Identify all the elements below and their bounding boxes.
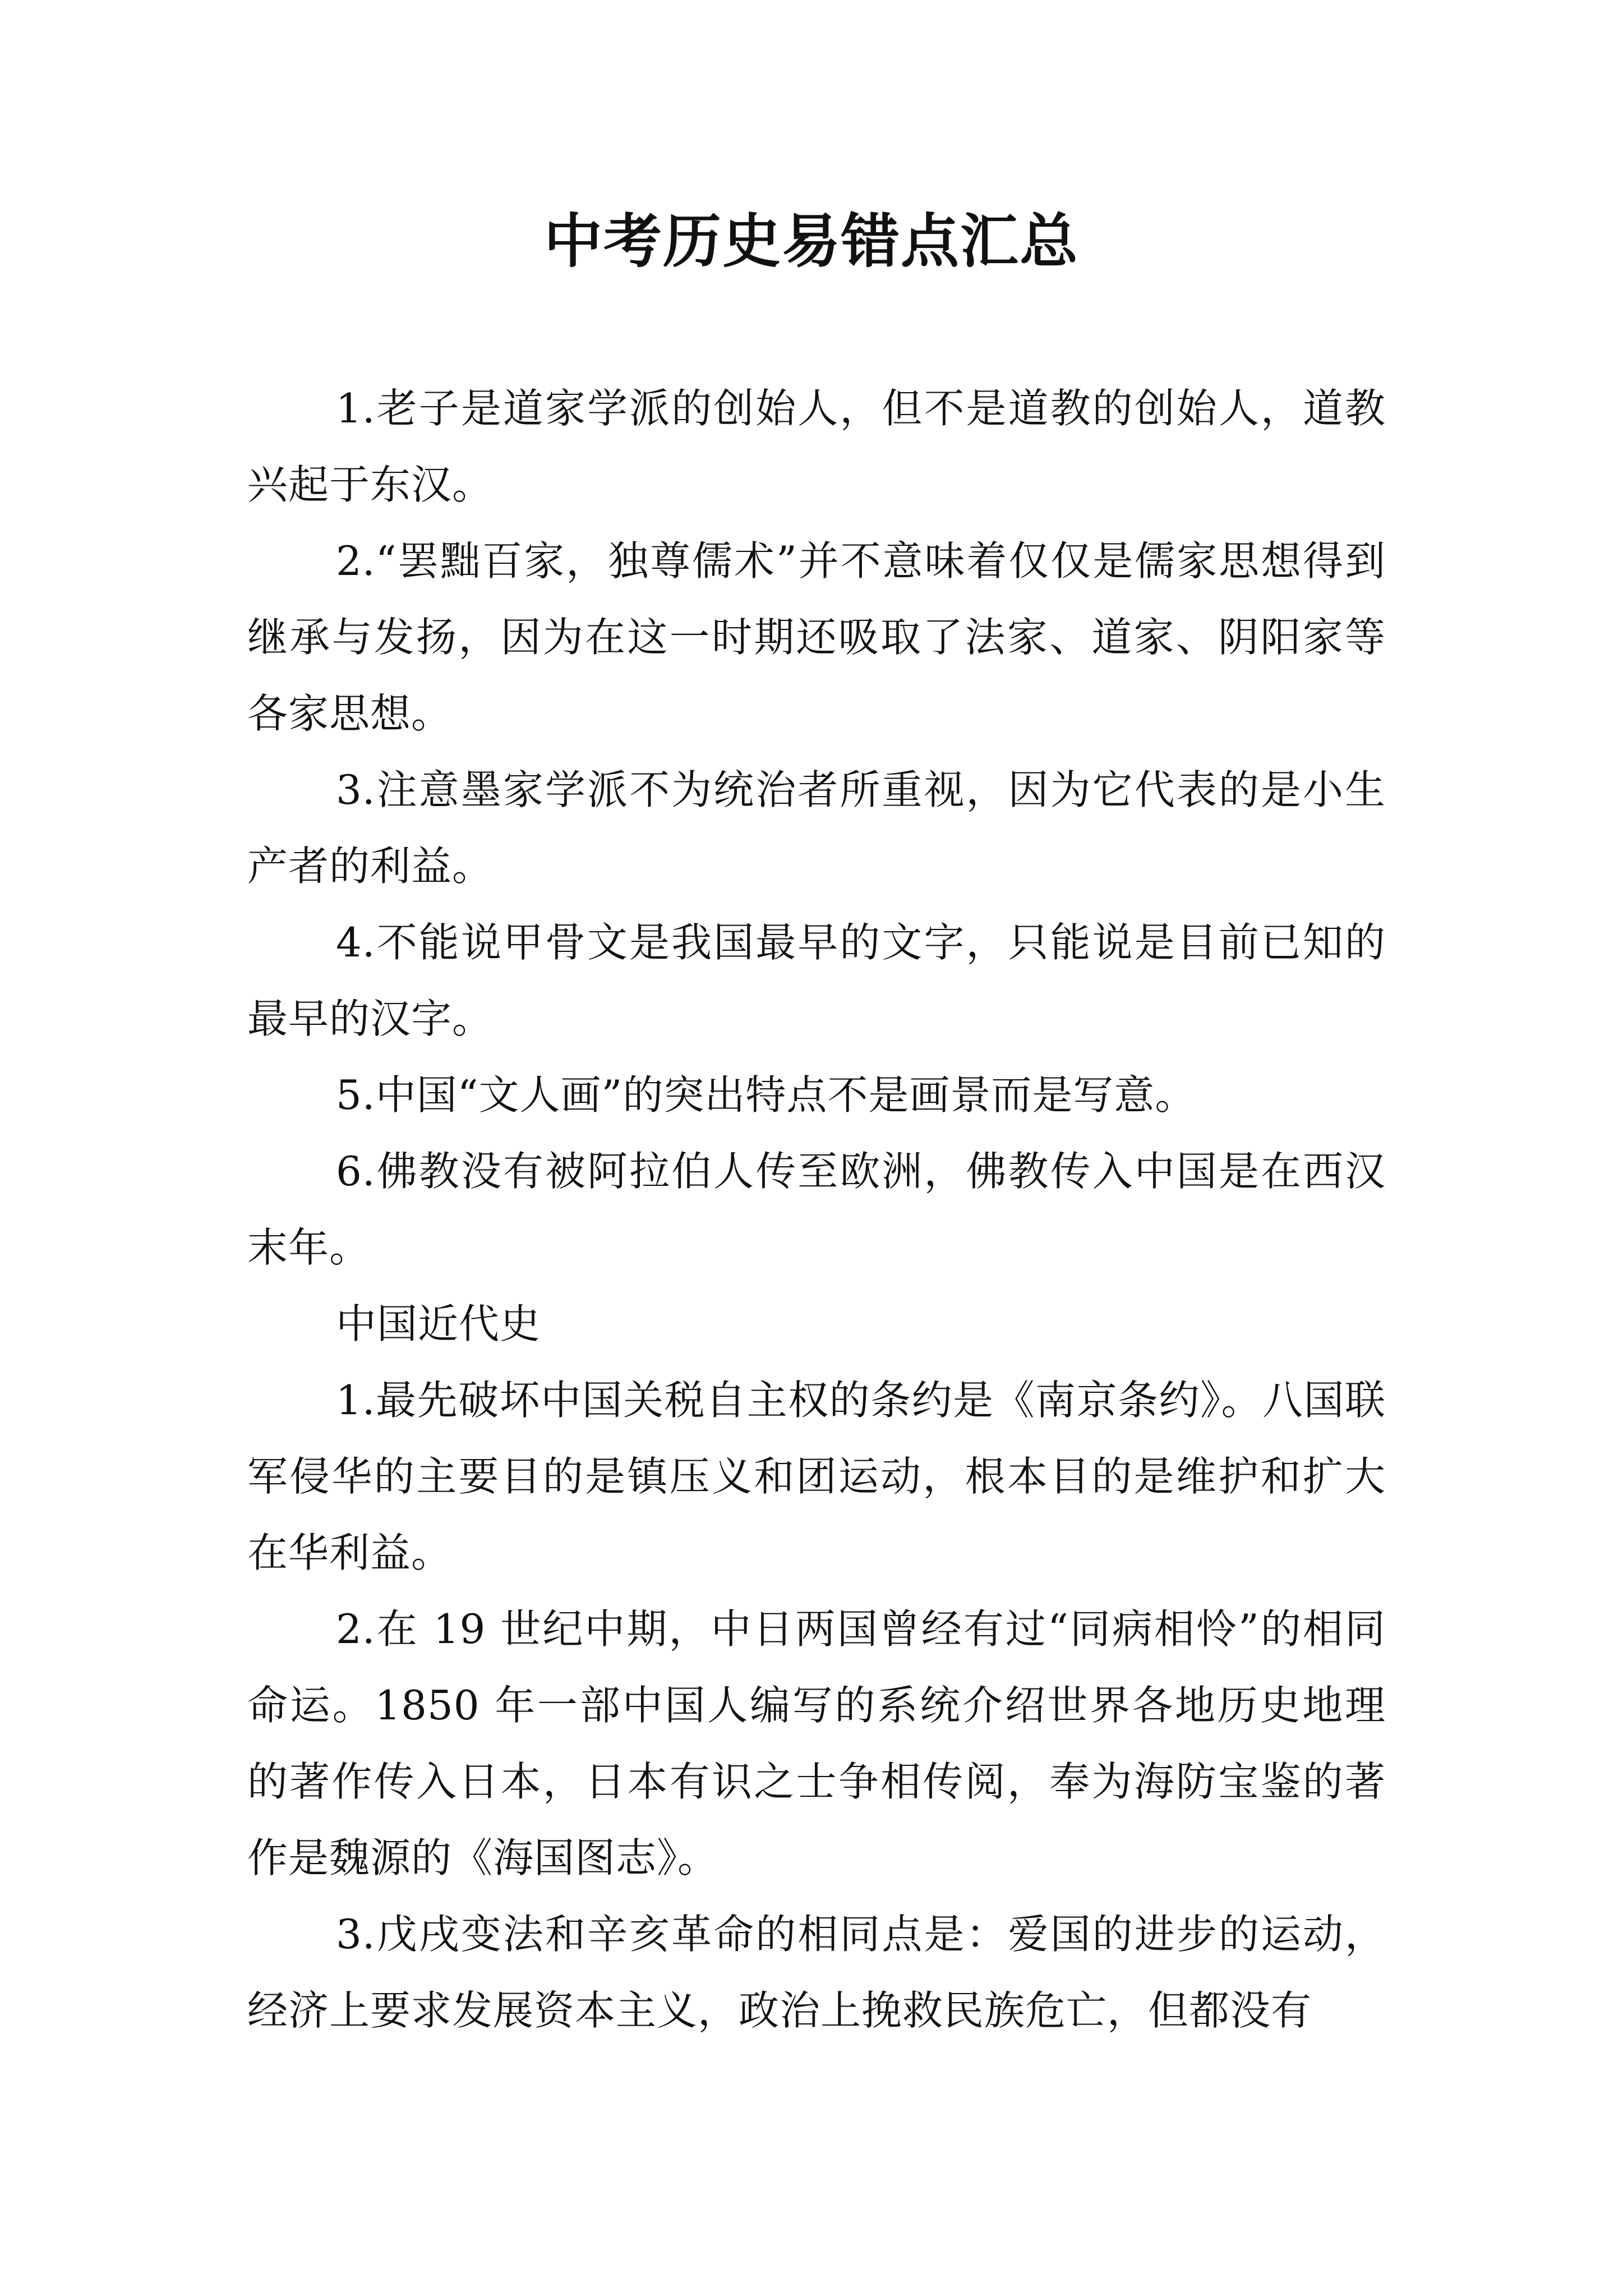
paragraph-6: 6.佛教没有被阿拉伯人传至欧洲，佛教传入中国是在西汉末年。	[247, 1148, 1386, 1271]
paragraph-modern-3: 3.戊戌变法和辛亥革命的相同点是：爱国的进步的运动，经济上要求发展资本主义，政治上挽救民族危亡，但都没有	[247, 1911, 1386, 2034]
paragraph-1: 1.老子是道家学派的创始人，但不是道教的创始人，道教兴起于东汉。	[247, 385, 1386, 508]
paragraph-modern-1: 1.最先破坏中国关税自主权的条约是《南京条约》。八国联军侵华的主要目的是镇压义和团运动，根本目的是维护和扩大在华利益。	[247, 1377, 1386, 1576]
document-body	[247, 370, 1386, 2049]
document-title: 中考历史易错点汇总	[543, 206, 1079, 275]
paragraph-3: 3.注意墨家学派不为统治者所重视，因为它代表的是小生产者的利益。	[247, 766, 1386, 890]
section-heading-modern-history: 中国近代史	[336, 1300, 541, 1347]
paragraph-5: 5.中国“文人画”的突出特点不是画景而是写意。	[336, 1071, 1196, 1119]
paragraph-4: 4.不能说甲骨文是我国最早的文字，只能说是目前已知的最早的汉字。	[247, 919, 1386, 1042]
paragraph-2: 2.“罢黜百家，独尊儒术”并不意味着仅仅是儒家思想得到继承与发扬，因为在这一时期还吸取了法家、道家、阴阳家等各家思想。	[247, 537, 1386, 737]
paragraph-modern-2: 2.在 19 世纪中期，中日两国曾经有过“同病相怜”的相同命运。1850 年一部中国人编写的系统介绍世界各地历史地理的著作传入日本，日本有识之士争相传阅，奉为海防宝鉴的著作是魏源的《海国图志》。	[247, 1605, 1386, 1881]
